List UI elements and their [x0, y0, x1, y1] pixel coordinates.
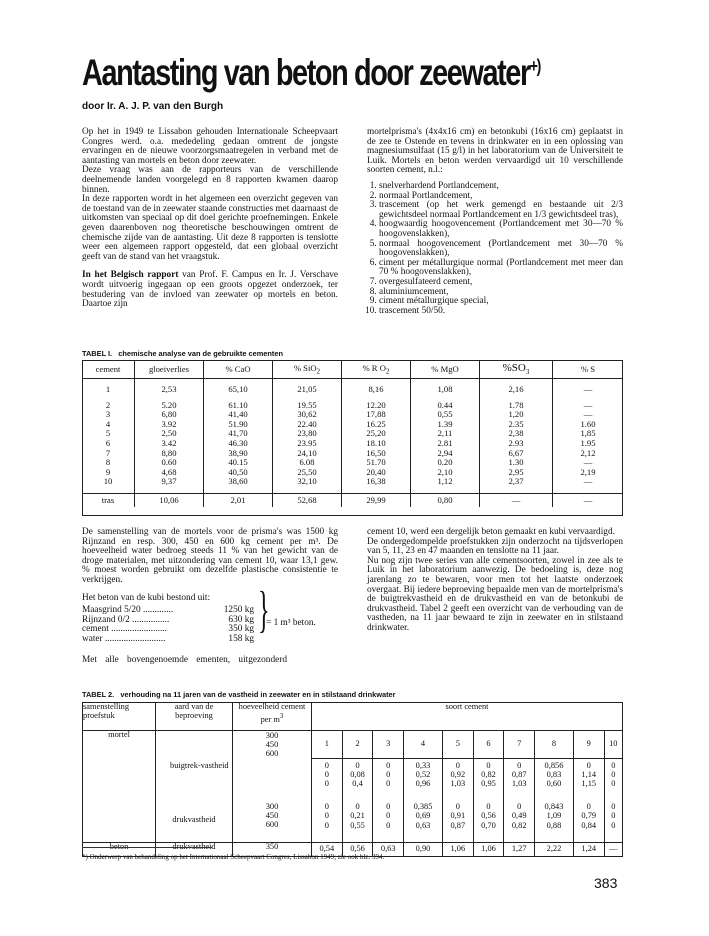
table-cell: 51.70 — [342, 458, 411, 468]
list-item: 10. trascement 50/50. — [379, 307, 623, 317]
list-item: 3. trascement (op het werk gemengd en bestaande uit 2/3 gewichtsdeel normaal Portlandcement en 1/3 gewichtsdeel tras), — [379, 201, 623, 220]
table-cell: 1,08 — [411, 385, 480, 395]
mix-dots: ........................ — [108, 624, 167, 635]
table-cell: 16.25 — [342, 420, 411, 430]
list-item: 7. overgesulfateerd cement, — [379, 278, 623, 288]
cell: 0 0 0 — [604, 758, 622, 800]
mix-item: cement — [82, 624, 109, 635]
footnote-mark: +) — [529, 56, 540, 76]
cell: 0 0,92 1,03 — [442, 758, 473, 800]
cell: 0,63 — [373, 842, 404, 856]
table-cell: 2,01 — [204, 493, 273, 507]
table-cell: 2.35 — [480, 420, 553, 430]
mix-dots: ................ — [129, 614, 170, 625]
table-cell: 2,37 — [480, 477, 553, 487]
table-cell: 12.20 — [342, 401, 411, 411]
table-cell: — — [553, 385, 624, 395]
table-cell: 6,80 — [135, 410, 204, 420]
table-cell: 3.92 — [135, 420, 204, 430]
table-cell: 16,50 — [342, 449, 411, 459]
cell: 0,90 — [404, 842, 443, 856]
cell: 300 450 600 — [233, 731, 312, 759]
mix-item: Rijnzand 0/2 — [82, 614, 130, 625]
table-cell: 38,60 — [204, 477, 273, 487]
table-cell: 2.93 — [480, 439, 553, 449]
mix-dots: .......................... — [102, 633, 166, 644]
table-cell: 46.30 — [204, 439, 273, 449]
column-header: cement — [82, 360, 135, 379]
table-cell: 1.95 — [553, 439, 624, 449]
table-cell: 2,53 — [135, 385, 204, 395]
table-cell: 4,68 — [135, 468, 204, 478]
cell: 0,54 — [312, 842, 343, 856]
column-header: % R $O_2$ — [342, 360, 411, 379]
paragraph: Nu nog zijn twee series van alle cementsoorten, zowel in zee als te Luik in het laboratorium aanwezig. De bedoeling is, deze nog jarenlang zo te bewaren, voor men tot het laatste onderzoek overgaat. Bij iedere beproeving bepaalde men van de mortelprisma's de buigtrekvastheid en de drukvastheid en van de betonkubi de drukvastheid. Tabel 2 geeft een overzicht van de verhouding van de vastheden, na 11 jaar bewaard te zijn in zeewater en in stilstaand drinkwater. — [367, 555, 623, 633]
table-cell: 61.10 — [204, 401, 273, 411]
brace: } — [258, 583, 270, 639]
column-header: samenstelling proefstuk — [83, 703, 156, 731]
mix-qty: 350 kg — [228, 624, 254, 635]
table-cell: 7 — [105, 447, 111, 458]
cell: 0 0 0 — [312, 758, 343, 800]
table-cell: — — [553, 401, 624, 411]
cell: 0 0 0 — [373, 800, 404, 842]
mix-row — [82, 635, 338, 645]
column-number: 1 — [312, 731, 343, 759]
table-cell: 2,19 — [553, 468, 624, 478]
column-number: 10 — [604, 731, 622, 759]
row-header: mortel — [83, 731, 156, 759]
paragraph: cement 10, werd een dergelijk beton gemaakt en kubi vervaardigd. — [367, 527, 615, 537]
table-cell: 1 — [105, 384, 111, 394]
table-cell: — — [553, 458, 624, 468]
table-cell: 1.39 — [411, 420, 480, 430]
cell: 300 450 600 — [233, 800, 312, 842]
column-header: % CaO — [204, 360, 273, 379]
cell: 0 0,79 0,84 — [573, 800, 604, 842]
column-header: % SiO$_2$ — [273, 360, 342, 379]
column-number: 4 — [404, 731, 443, 759]
table-row — [82, 493, 623, 507]
footnote: *) Onderwerp van behandeling op het Internationaal Scheepvaart Congres, Lissabon 1949; zie ook blz. 394. — [82, 853, 385, 861]
list-item: 4. hoogwaardig hoogovencement (Portlandcement met 30—70 % hoogovenslakken), — [379, 220, 623, 239]
mix-total: = 1 m³ beton. — [266, 618, 316, 629]
table-row — [82, 385, 623, 395]
empty-cell — [233, 758, 312, 800]
table-cell: 51.90 — [204, 420, 273, 430]
column-number: 2 — [342, 731, 373, 759]
cell: 1,06 — [473, 842, 504, 856]
cell: 0,856 0,83 0,60 — [535, 758, 574, 800]
list-item: 1. snelverhardend Portlandcement, — [379, 182, 623, 192]
table2-caption: TABEL 2. verhouding na 11 jaren van de vastheid in zeewater en in stilstaand drinkwater — [82, 690, 396, 699]
table-cell: 9,37 — [135, 477, 204, 487]
cell: 0,33 0,52 0,96 — [404, 758, 443, 800]
table-row — [82, 477, 623, 487]
column-2 — [367, 128, 623, 316]
bold-lead: In het Belgisch rapport — [82, 270, 179, 281]
table-cell: 41,40 — [204, 410, 273, 420]
mix-qty: 158 kg — [228, 633, 254, 644]
column-4 — [367, 528, 623, 634]
table-cell: 65,10 — [204, 385, 273, 395]
table-cell: 2.81 — [411, 439, 480, 449]
table-cell: 19.55 — [273, 401, 342, 411]
table-cell: 1,85 — [553, 429, 624, 439]
table-cell: 20,40 — [342, 468, 411, 478]
paragraph: Het beton van de kubi bestond uit: — [82, 592, 211, 603]
cell: 0 0,91 0,87 — [442, 800, 473, 842]
column-header: % MgO — [411, 360, 480, 379]
row-header: drukvastheid — [156, 800, 233, 842]
column-3 — [82, 528, 338, 666]
empty-cell — [83, 800, 156, 842]
author-line: door Ir. A. J. P. van den Burgh — [82, 101, 224, 112]
table-cell: 29,99 — [342, 493, 411, 507]
table-cell: 6 — [105, 437, 111, 448]
table-cell: 8 — [105, 457, 111, 468]
column-number: 3 — [373, 731, 404, 759]
table-cell: — — [480, 493, 553, 507]
mix-dots: ............. — [140, 605, 174, 616]
table-cell: 3.42 — [135, 439, 204, 449]
table-cell: 38,90 — [204, 449, 273, 459]
page-number: 383 — [594, 875, 618, 891]
paragraph: In deze rapporten wordt in het algemeen een overzicht gegeven van de toestand van de in zeewater staande constructies met daarnaast de uitkomsten van speciaal op dit doel gerichte proefnemingen. Enkele geven daarenboven nog theoretische beschouwingen omtrent de chemische zijde van de aantasting. Uit deze 8 rapporten is tenslotte weer een algemeen rapport opgesteld, dat een globaal overzicht geeft van de stand van het vraagstuk. — [82, 194, 338, 262]
table-cell: 2,38 — [480, 429, 553, 439]
mix-qty: 1250 kg — [223, 605, 254, 616]
table-cell: 0,80 — [411, 493, 480, 507]
cell: 0 0 0 — [604, 800, 622, 842]
table-cell: 23.95 — [273, 439, 342, 449]
mix-item: water — [82, 633, 103, 644]
paragraph: Met alle bovengenoemde ementen, uitgezonderd — [82, 655, 287, 666]
table-cell: 1,20 — [480, 410, 553, 420]
cell: 0 1,14 1,15 — [573, 758, 604, 800]
cell: 0 0 0 — [312, 800, 343, 842]
table-cell: 2,95 — [480, 468, 553, 478]
table-cell: 22.40 — [273, 420, 342, 430]
table1 — [82, 360, 623, 507]
column-header: soort cement — [312, 703, 623, 731]
table-cell: 5 — [105, 428, 111, 439]
cell: 1,24 — [573, 842, 604, 856]
table-cell: 0.60 — [135, 458, 204, 468]
table-cell: 8,16 — [342, 385, 411, 395]
list-item: 9. ciment métallurgique special, — [379, 297, 623, 307]
row-header: buigtrek-vastheid — [156, 758, 233, 800]
cell: 1,27 — [504, 842, 535, 856]
mix-qty: 630 kg — [228, 614, 254, 625]
table-cell: — — [553, 477, 624, 487]
paragraph: De ondergedompelde proefstukken zijn onderzocht na tijdsverlopen van 5, 11, 23 en 47 maanden en tenslotte na 11 jaar. — [367, 536, 623, 557]
table-cell: 32,10 — [273, 477, 342, 487]
column-1 — [82, 128, 338, 310]
table-cell: 1.78 — [480, 401, 553, 411]
table-cell: 16,38 — [342, 477, 411, 487]
list-item: 5. normaal hoogovencement (Portlandcement met 30—70 % hoogovenslakken), — [379, 240, 623, 259]
paragraph: mortelprisma's (4x4x16 cm) en betonkubi (16x16 cm) geplaatst in de zee te Ostende en tevens in drinkwater en in een oplossing van magnesiumsulfaat (15 g/l) in het laboratorium van de Universiteit te Luik. Mortels en beton werden vervaardigd uit 10 verschillende soorten cement, n.l.: — [367, 127, 623, 176]
column-header: % S — [553, 360, 624, 379]
cell: 0 0,21 0,55 — [342, 800, 373, 842]
page-title: Aantasting van beton door zeewater+) — [82, 52, 540, 93]
row-header: beton — [83, 842, 156, 856]
table-cell: 0,55 — [411, 410, 480, 420]
cell: 0 0,08 0,4 — [342, 758, 373, 800]
table-cell: 0.44 — [411, 401, 480, 411]
column-header: hoeveelheid cement per $m^3$ — [233, 703, 312, 731]
table-cell: 1.30 — [480, 458, 553, 468]
empty-cell — [156, 731, 233, 759]
column-number: 6 — [473, 731, 504, 759]
table-cell: 2 — [105, 399, 111, 410]
table-cell: 18.10 — [342, 439, 411, 449]
table-cell: 1,12 — [411, 477, 480, 487]
table-cell: 6,67 — [480, 449, 553, 459]
table-cell: 25,20 — [342, 429, 411, 439]
table-cell: 2,16 — [480, 385, 553, 395]
table-cell: 2,10 — [411, 468, 480, 478]
cell: 0,385 0,69 0,63 — [404, 800, 443, 842]
cell: 0 0 0 — [373, 758, 404, 800]
paragraph: Deze vraag was aan de rapporteurs van de verschillende deelnemende landen voorgelegd en 8 rapporten kwamen daarop binnen. — [82, 165, 338, 195]
table-cell: 2,11 — [411, 429, 480, 439]
mix-item: Maasgrind 5/20 — [82, 605, 141, 616]
table-cell: 52,68 — [273, 493, 342, 507]
table-cell: tras — [82, 493, 135, 507]
paragraph: In het Belgisch rapport van Prof. F. Campus en Ir. J. Verschave wordt uitvoerig ingegaan op een groots opgezet onderzoek, ter bestudering van de invloed van zeewater op mortels en beton. Daartoe zijn — [82, 270, 338, 310]
table-cell: 0.20 — [411, 458, 480, 468]
footnote-rule — [82, 847, 212, 848]
cement-list — [367, 182, 623, 316]
cell: 0 0,82 0,95 — [473, 758, 504, 800]
cell: 1,06 — [442, 842, 473, 856]
table-cell: 9 — [105, 466, 111, 477]
table-cell: 2,50 — [135, 429, 204, 439]
cell: — — [604, 842, 622, 856]
cell: 0 0,49 0,82 — [504, 800, 535, 842]
cell: drukvastheid — [156, 842, 233, 856]
column-number: 5 — [442, 731, 473, 759]
cell: 2,22 — [535, 842, 574, 856]
table-cell: 24,10 — [273, 449, 342, 459]
table-cell: 6.08 — [273, 458, 342, 468]
column-header: $\%SO_3$ — [480, 360, 553, 379]
cell: 0,56 — [342, 842, 373, 856]
table-cell: 10 — [103, 476, 113, 487]
column-number: 8 — [535, 731, 574, 759]
cell: 0 0,56 0,70 — [473, 800, 504, 842]
paragraph: De samenstelling van de mortels voor de prisma's was 1500 kg Rijnzand en resp. 300, 450 en 600 kg cement per m³. De hoeveelheid water bedroeg steeds 11 % van het gewicht van de droge materialen, met uitzondering van cement 10, waar 13,1 gew. % moest worden gebruikt om dezelfde plastische consistentie te verkrijgen. — [82, 527, 338, 585]
table-cell: 41,70 — [204, 429, 273, 439]
table-cell: 40.15 — [204, 458, 273, 468]
table-cell: 5.20 — [135, 401, 204, 411]
list-item: 8. aluminiumcement, — [379, 288, 623, 298]
table-cell: 25,50 — [273, 468, 342, 478]
column-number: 7 — [504, 731, 535, 759]
table1-caption: TABEL I. chemische analyse van de gebruikte cementen — [82, 349, 284, 358]
table-cell: 23,80 — [273, 429, 342, 439]
table-cell: 17,88 — [342, 410, 411, 420]
cell: 0,843 1,09 0,88 — [535, 800, 574, 842]
table-cell: 1.60 — [553, 420, 624, 430]
column-number: 9 — [573, 731, 604, 759]
list-item: 6. ciment per métallurgique normal (Portlandcement met meer dan 70 % hoogovenslakken), — [379, 259, 623, 278]
table-cell: 4 — [105, 418, 111, 429]
table-cell: 2,94 — [411, 449, 480, 459]
table2 — [82, 702, 623, 857]
table-cell: 3 — [105, 409, 111, 420]
list-item: 2. normaal Portlandcement, — [379, 192, 623, 202]
table-cell: — — [553, 410, 624, 420]
table-cell: 40,50 — [204, 468, 273, 478]
table-cell: 2,12 — [553, 449, 624, 459]
column-header: gloeiverlies — [135, 360, 204, 379]
paragraph: Op het in 1949 te Lissabon gehouden Internationale Scheepvaart Congres werd. o.a. mededeling gedaan omtrent de jongste ervaringen en de nieuwe voorzorgsmaatregelen in verband met de aantasting van mortels en beton door zeewater. — [82, 127, 338, 166]
table-cell: 10,06 — [135, 493, 204, 507]
cell: 350 — [233, 842, 312, 856]
column-header: aard van de beproeving — [156, 703, 233, 731]
table-cell: — — [553, 493, 624, 507]
cell: 0 0,87 1,03 — [504, 758, 535, 800]
empty-cell — [83, 758, 156, 800]
table-cell: 21,05 — [273, 385, 342, 395]
table-cell: 30,62 — [273, 410, 342, 420]
table-cell: 8,80 — [135, 449, 204, 459]
